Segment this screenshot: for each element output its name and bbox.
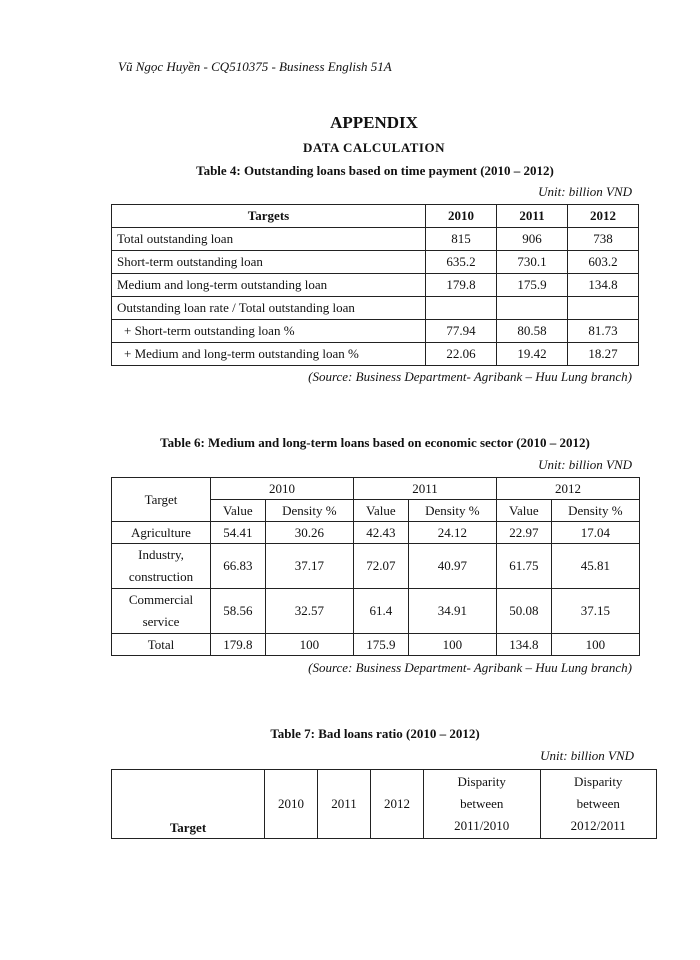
table4-cell: Medium and long-term outstanding loan: [112, 274, 426, 297]
table6-cell: Commercial service: [112, 589, 211, 634]
table-row: [112, 522, 640, 544]
table6-cell: 17.04: [551, 522, 639, 544]
table6-cell: 100: [408, 634, 496, 656]
table6-cell: 42.43: [353, 522, 408, 544]
table4-cell: 175.9: [497, 274, 568, 297]
table6-cell: 32.57: [265, 589, 353, 634]
table7-disparity-line: between: [576, 796, 620, 811]
table6-caption: Table 6: Medium and long-term loans based on economic sector (2010 – 2012): [160, 435, 590, 450]
table6-subheader: Density %: [408, 500, 496, 522]
table-row: [112, 274, 639, 297]
table6-year-header: 2012: [496, 478, 639, 500]
table6-cell: 175.9: [353, 634, 408, 656]
table4-cell: 19.42: [497, 343, 568, 366]
table4-cell: [568, 297, 639, 320]
table6-target-header: Target: [112, 478, 211, 522]
table6-cell: 61.4: [353, 589, 408, 634]
table7-disparity-line: 2011/2010: [454, 818, 510, 833]
table4-cell: 730.1: [497, 251, 568, 274]
table6-year-header: 2010: [211, 478, 354, 500]
table6-cell: 37.15: [551, 589, 639, 634]
table6-cell: 45.81: [551, 544, 639, 589]
table-row: [112, 320, 639, 343]
table4-header: 2011: [497, 205, 568, 228]
table4-cell: 635.2: [426, 251, 497, 274]
table6-cell: 179.8: [211, 634, 266, 656]
table4-cell: 603.2: [568, 251, 639, 274]
table4-cell: + Medium and long-term outstanding loan %: [112, 343, 426, 366]
table4-cell: Total outstanding loan: [112, 228, 426, 251]
table-row: [112, 251, 639, 274]
table6-cell: 54.41: [211, 522, 266, 544]
table-row: [112, 544, 640, 589]
table6-cell: 50.08: [496, 589, 551, 634]
table4-source: (Source: Business Department- Agribank – Huu Lung branch): [308, 369, 632, 384]
table6-header-row: [112, 478, 640, 500]
table6-cell: 66.83: [211, 544, 266, 589]
table4-header: 2012: [568, 205, 639, 228]
table6-cell: 22.97: [496, 522, 551, 544]
table6-year-header: 2011: [353, 478, 496, 500]
table4: [111, 204, 639, 366]
table6-cell: 61.75: [496, 544, 551, 589]
table6-cell: Industry, construction: [112, 544, 211, 589]
table4-cell: 134.8: [568, 274, 639, 297]
table6-cell: 72.07: [353, 544, 408, 589]
document-header: Vũ Ngọc Huyền - CQ510375 - Business English 51A: [118, 59, 392, 74]
table6-subheader: Value: [496, 500, 551, 522]
table4-cell: 906: [497, 228, 568, 251]
appendix-title: APPENDIX: [330, 113, 418, 132]
table6-subheader: Density %: [265, 500, 353, 522]
table4-unit: Unit: billion VND: [538, 184, 632, 199]
table4-caption: Table 4: Outstanding loans based on time payment (2010 – 2012): [196, 163, 554, 178]
table7-disparity-header: [540, 770, 657, 839]
table6-subheader: Value: [353, 500, 408, 522]
table7-unit: Unit: billion VND: [540, 748, 634, 763]
table6-unit: Unit: billion VND: [538, 457, 632, 472]
table7-disparity-line: 2012/2011: [570, 818, 626, 833]
table4-cell: 77.94: [426, 320, 497, 343]
table7-target-label: Target: [169, 820, 207, 835]
table4-cell: [426, 297, 497, 320]
table7-disparity-line: Disparity: [457, 774, 506, 789]
table7-caption: Table 7: Bad loans ratio (2010 – 2012): [270, 726, 480, 741]
table6-subheader: Density %: [551, 500, 639, 522]
table-row: [112, 297, 639, 320]
table4-cell: 18.27: [568, 343, 639, 366]
table6-cell: 134.8: [496, 634, 551, 656]
table6-cell: Agriculture: [112, 522, 211, 544]
table4-header: 2010: [426, 205, 497, 228]
table4-cell: + Short-term outstanding loan %: [112, 320, 426, 343]
table-row: [112, 589, 640, 634]
table6-cell: 58.56: [211, 589, 266, 634]
table4-cell: 738: [568, 228, 639, 251]
table6: [111, 477, 640, 656]
table6-cell: Total: [112, 634, 211, 656]
table7-header-row: [112, 770, 657, 839]
table7-header: 2012: [371, 770, 424, 839]
table6-cell: 30.26: [265, 522, 353, 544]
table4-cell: 179.8: [426, 274, 497, 297]
table6-cell: 34.91: [408, 589, 496, 634]
table-row: [112, 634, 640, 656]
table7-disparity-header: [424, 770, 541, 839]
table4-header: Targets: [112, 205, 426, 228]
table6-cell: 24.12: [408, 522, 496, 544]
table4-cell: 80.58: [497, 320, 568, 343]
table6-cell: 100: [265, 634, 353, 656]
table6-subheader: Value: [211, 500, 266, 522]
table6-cell: 40.97: [408, 544, 496, 589]
table7-target-header: [112, 770, 265, 839]
table4-cell: Outstanding loan rate / Total outstanding loan: [112, 297, 426, 320]
table6-source: (Source: Business Department- Agribank – Huu Lung branch): [308, 660, 632, 675]
table-row: [112, 343, 639, 366]
table6-cell: 37.17: [265, 544, 353, 589]
table7: [111, 769, 657, 839]
table4-header-row: [112, 205, 639, 228]
section-title: DATA CALCULATION: [303, 140, 445, 155]
table7-header: 2011: [318, 770, 371, 839]
table-row: [112, 228, 639, 251]
table4-cell: [497, 297, 568, 320]
table4-cell: 81.73: [568, 320, 639, 343]
table6-cell: 100: [551, 634, 639, 656]
table7-disparity-line: between: [460, 796, 504, 811]
table4-cell: Short-term outstanding loan: [112, 251, 426, 274]
table4-cell: 815: [426, 228, 497, 251]
table7-disparity-line: Disparity: [574, 774, 623, 789]
table4-cell: 22.06: [426, 343, 497, 366]
table7-header: 2010: [265, 770, 318, 839]
